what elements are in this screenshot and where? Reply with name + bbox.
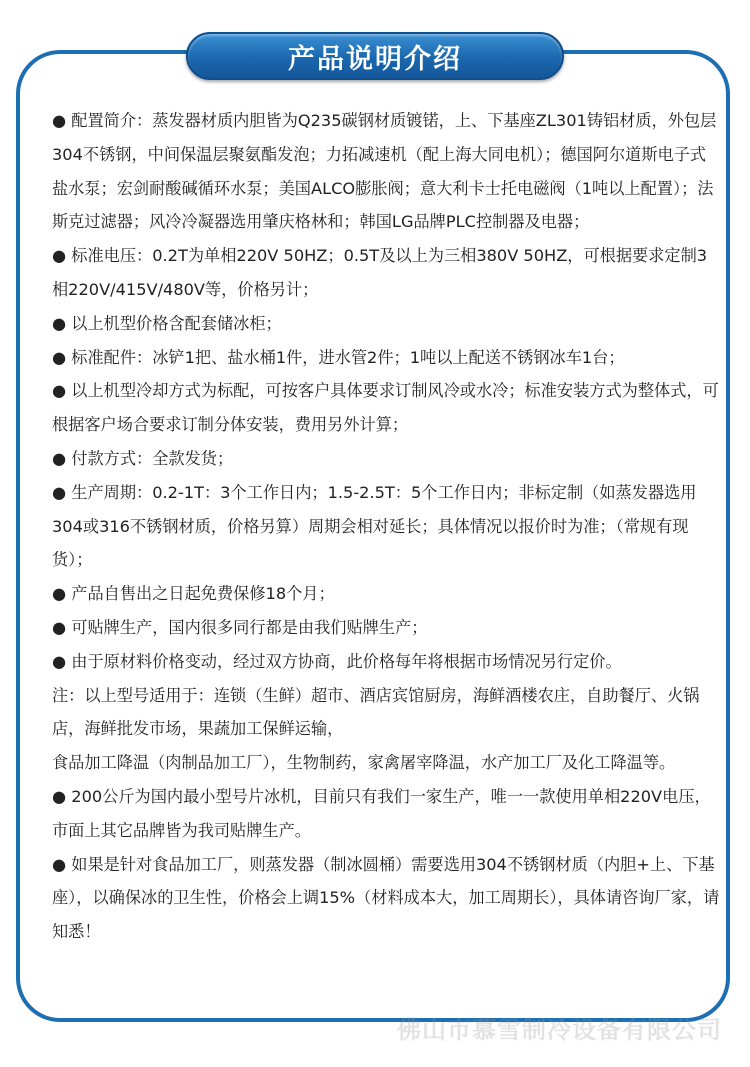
paragraph-configuration: ● 配置简介：蒸发器材质内胆皆为Q235碳钢材质镀锘，上、下基座ZL301铸铝材质，外包层304不锈钢，中间保温层聚氨酯发泡；力拓减速机（配上海大同电机）；德国阿尔道斯电子式盐水泵；宏剑耐酸碱循环水泵；美国ALCO膨胀阀；意大利卡士托电磁阀（1吨以上配置）；法斯克过滤器；风冷冷凝器选用肇庆格林和；韩国LG品牌PLC控制器及电器；: [52, 111, 717, 232]
paragraph-accessories: ● 标准配件：冰铲1把、盐水桶1件，进水管2件；1吨以上配送不锈钢冰车1台；: [52, 347, 625, 367]
title-banner: [186, 32, 564, 80]
description-body: [52, 104, 720, 949]
paragraph-food-processing: ● 如果是针对食品加工厂，则蒸发器（制冰圆桶）需要选用304不锈钢材质（内胆+上、下基座），以确保冰的卫生性，价格会上调15%（材料成本大，加工周期长），具体请咨询厂家，请知悉！: [52, 854, 720, 942]
paragraph-pricing: ● 由于原材料价格变动，经过双方协商，此价格每年将根据市场情况另行定价。: [52, 651, 622, 671]
paragraph-oem: ● 可贴牌生产，国内很多同行都是由我们贴牌生产；: [52, 617, 428, 637]
paragraph-ice-storage: ● 以上机型价格含配套储冰柜；: [52, 313, 282, 333]
paragraph-applications-cont: 食品加工降温（肉制品加工厂），生物制药，家禽屠宰降温，水产加工厂及化工降温等。: [52, 753, 676, 773]
company-watermark: 佛山市慕雪制冷设备有限公司: [397, 1015, 722, 1044]
page-title: 产品说明介绍: [288, 43, 462, 75]
paragraph-production-cycle: ● 生产周期：0.2-1T：3个工作日内；1.5-2.5T：5个工作日内；非标定制（如蒸发器选用304或316不锈钢材质，价格另算）周期会相对延长；具体情况以报价时为准；（常规有现货）；: [52, 482, 697, 570]
paragraph-warranty: ● 产品自售出之日起免费保修18个月；: [52, 584, 335, 604]
paragraph-applications: 注：以上型号适用于：连锁（生鲜）超市、酒店宾馆厨房，海鲜酒楼农庄，自助餐厅、火锅店，海鲜批发市场，果蔬加工保鲜运输，: [52, 685, 700, 739]
paragraph-voltage: ● 标准电压：0.2T为单相220V 50HZ；0.5T及以上为三相380V 50HZ，可根据要求定制3相220V/415V/480V等，价格另计；: [52, 246, 708, 299]
paragraph-payment: ● 付款方式：全款发货；: [52, 448, 234, 468]
paragraph-200kg: ● 200公斤为国内最小型号片冰机，目前只有我们一家生产，唯一一款使用单相220V电压，市面上其它品牌皆为我司贴牌生产。: [52, 786, 711, 840]
paragraph-cooling: ● 以上机型冷却方式为标配，可按客户具体要求订制风冷或水冷；标准安装方式为整体式，可根据客户场合要求订制分体安装，费用另外计算；: [52, 381, 719, 435]
